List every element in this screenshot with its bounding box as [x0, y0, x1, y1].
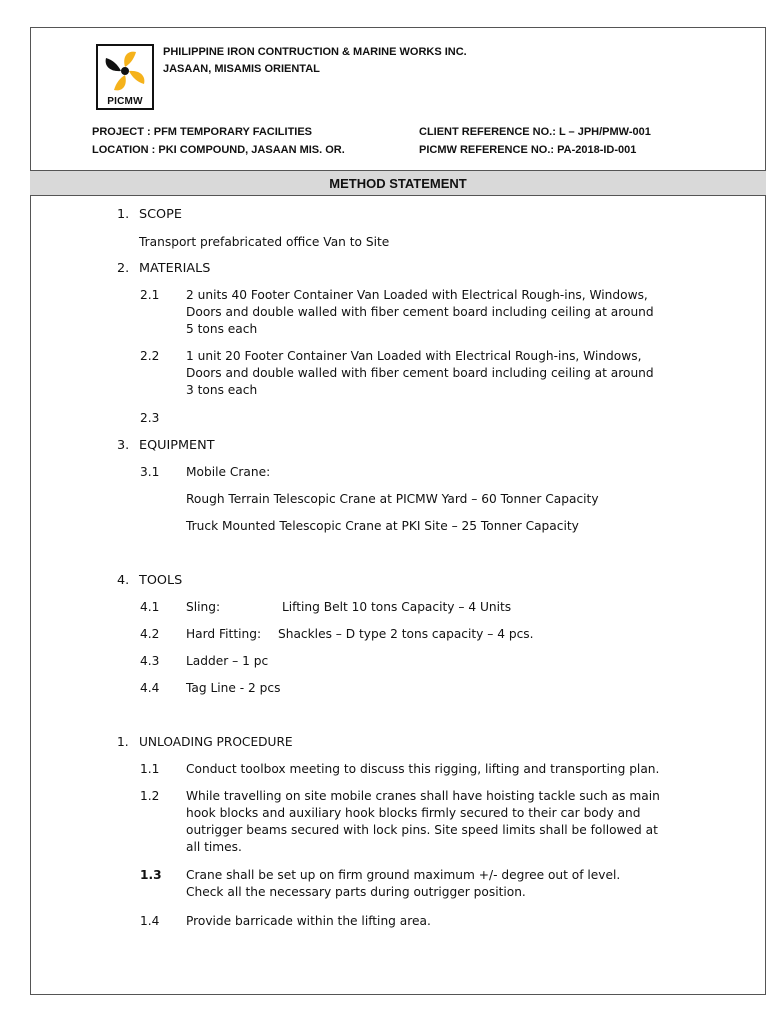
section-equipment-title: EQUIPMENT — [139, 438, 215, 453]
fan-logo-icon — [98, 46, 152, 96]
item-number: 1.1 — [140, 762, 160, 776]
title-banner — [30, 170, 766, 196]
item-line: Rough Terrain Telescopic Crane at PICMW Yard – 60 Tonner Capacity — [186, 492, 599, 506]
section-equipment-number: 3. — [117, 438, 130, 453]
item-number: 1.3 — [140, 868, 162, 882]
section-tools-number: 4. — [117, 573, 130, 588]
item-number: 4.2 — [140, 627, 160, 641]
document-title: METHOD STATEMENT — [329, 176, 467, 191]
item-label: Tag Line - 2 pcs — [186, 681, 281, 695]
section-unloading-number: 1. — [117, 735, 129, 749]
item-number: 4.4 — [140, 681, 160, 695]
company-logo — [96, 44, 154, 110]
item-line: all times. — [186, 840, 242, 854]
item-line: Crane shall be set up on firm ground maximum +/- degree out of level. — [186, 868, 621, 882]
item-line: Truck Mounted Telescopic Crane at PKI Site – 25 Tonner Capacity — [186, 519, 579, 533]
item-number: 4.3 — [140, 654, 160, 668]
item-line: Doors and double walled with fiber cement board including ceiling at around — [186, 305, 654, 319]
section-unloading-title: UNLOADING PROCEDURE — [139, 735, 293, 749]
item-line: 2 units 40 Footer Container Van Loaded with Electrical Rough-ins, Windows, — [186, 288, 648, 302]
item-line: 5 tons each — [186, 322, 258, 336]
location-line: LOCATION : PKI COMPOUND, JASAAN MIS. OR. — [92, 144, 345, 156]
item-line: Doors and double walled with fiber cement board including ceiling at around — [186, 366, 654, 380]
project-line: PROJECT : PFM TEMPORARY FACILITIES — [92, 126, 313, 138]
item-label: Sling: — [186, 600, 221, 614]
item-line: 1 unit 20 Footer Container Van Loaded with Electrical Rough-ins, Windows, — [186, 349, 642, 363]
company-header — [163, 44, 467, 78]
item-line: 3 tons each — [186, 383, 258, 397]
section-scope-title: SCOPE — [139, 207, 182, 222]
item-label: Hard Fitting: — [186, 627, 262, 641]
picmw-reference: PICMW REFERENCE NO.: PA-2018-ID-001 — [419, 144, 637, 156]
section-materials-title: MATERIALS — [139, 261, 211, 276]
item-line: Provide barricade within the lifting area. — [186, 914, 431, 928]
item-number: 2.1 — [140, 288, 160, 302]
item-line: Conduct toolbox meeting to discuss this rigging, lifting and transporting plan. — [186, 762, 660, 776]
item-label: Ladder – 1 pc — [186, 654, 269, 668]
section-materials-number: 2. — [117, 261, 130, 276]
item-number: 4.1 — [140, 600, 160, 614]
section-scope-number: 1. — [117, 207, 130, 222]
scope-text: Transport prefabricated office Van to Site — [139, 235, 390, 249]
company-location: JASAAN, MISAMIS ORIENTAL — [163, 63, 320, 75]
item-line: hook blocks and auxiliary hook blocks firmly secured to their car body and — [186, 806, 641, 820]
item-line: Check all the necessary parts during outrigger position. — [186, 885, 526, 899]
section-tools-title: TOOLS — [139, 573, 183, 588]
item-label: Mobile Crane: — [186, 465, 271, 479]
item-value: Shackles – D type 2 tons capacity – 4 pcs. — [278, 627, 534, 641]
client-reference: CLIENT REFERENCE NO.: L – JPH/PMW-001 — [419, 126, 651, 138]
item-number: 1.4 — [140, 914, 160, 928]
item-line: outrigger beams secured with lock pins. Site speed limits shall be followed at — [186, 823, 658, 837]
item-line: While travelling on site mobile cranes shall have hoisting tackle such as main — [186, 789, 660, 803]
item-number: 1.2 — [140, 789, 160, 803]
item-number: 2.3 — [140, 411, 160, 425]
item-number: 3.1 — [140, 465, 160, 479]
company-name: PHILIPPINE IRON CONTRUCTION & MARINE WORKS INC. — [163, 46, 467, 58]
item-number: 2.2 — [140, 349, 160, 363]
logo-text: PICMW — [107, 96, 143, 107]
item-value: Lifting Belt 10 tons Capacity – 4 Units — [282, 600, 512, 614]
